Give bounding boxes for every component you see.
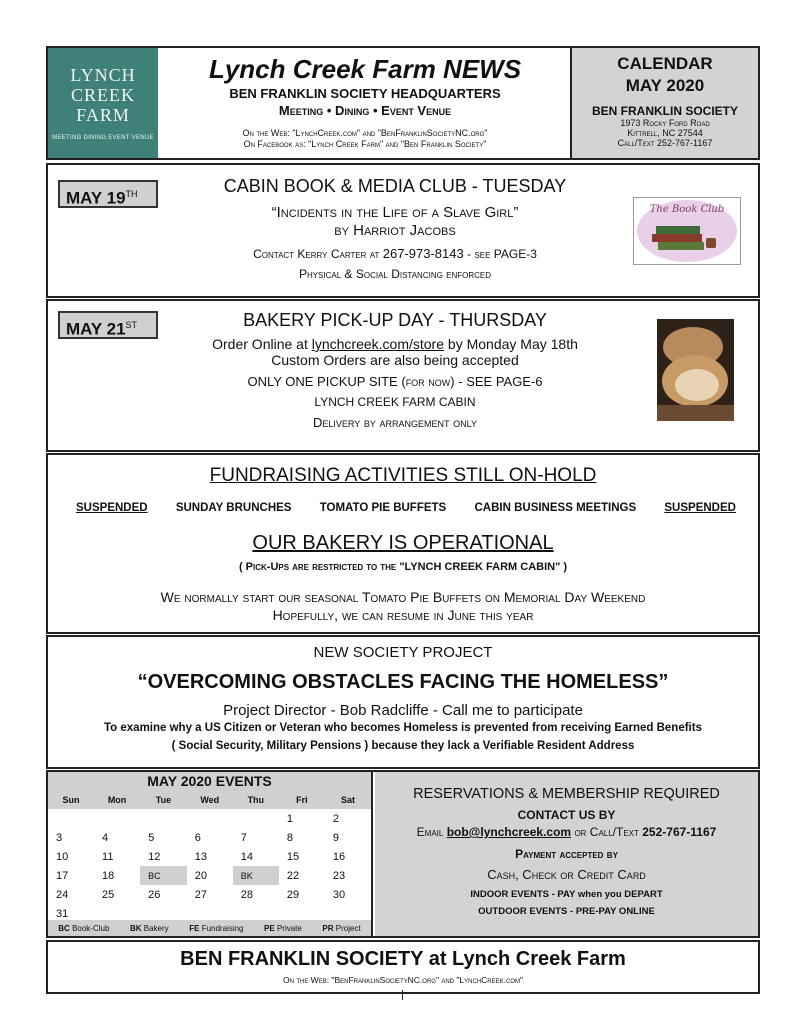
facebook-links-line[interactable]: On Facebook as: "Lynch Creek Farm" and "Ben Franklin Society" xyxy=(243,139,487,149)
calendar-legend xyxy=(48,920,371,936)
legend-code: BC xyxy=(58,923,70,933)
event-bakery-date xyxy=(58,311,158,339)
calendar-day-cell: 18 xyxy=(102,869,115,882)
calendar-day-cell: BK xyxy=(233,866,279,885)
project-description-2: ( Social Security, Military Pensions ) because they lack a Verifiable Resident Address xyxy=(171,740,635,752)
date-text: MAY 19 xyxy=(66,188,126,208)
weekday-fri: Fri xyxy=(296,795,308,805)
calendar-society: BEN FRANKLIN SOCIETY xyxy=(591,104,738,118)
weekday-thu: Thu xyxy=(247,795,265,805)
date-suffix: ST xyxy=(125,320,138,330)
legend-code: PE xyxy=(264,923,275,933)
calendar-day-cell: 13 xyxy=(194,850,207,863)
legend-text: Project xyxy=(335,923,361,933)
weekday-sun: Sun xyxy=(62,795,80,805)
event-book-club-body xyxy=(160,172,630,281)
calendar-day-cell: 17 xyxy=(56,869,69,882)
reservations-title: RESERVATIONS & MEMBERSHIP REQUIRED xyxy=(413,786,720,802)
bakery-note-a: ( Pick-Ups are restricted to the xyxy=(238,561,397,573)
phone-line: Call/Text 252-767-1167 xyxy=(617,138,713,148)
weekday-wed: Wed xyxy=(200,795,220,805)
store-link[interactable]: lynchcreek.com/store xyxy=(311,336,445,352)
email-link[interactable]: bob@lynchcreek.com xyxy=(446,825,572,839)
calendar-month: MAY 2020 xyxy=(625,76,705,95)
event-title: CABIN BOOK & MEDIA CLUB - TUESDAY xyxy=(223,176,567,196)
order-suffix: by Monday May 18th xyxy=(447,336,578,352)
calendar-day-cell: 11 xyxy=(102,850,114,863)
fundraising-title: FUNDRAISING ACTIVITIES STILL ON-HOLD xyxy=(209,465,597,486)
logo-line-2: CREEK xyxy=(70,85,135,105)
project-title: “OVERCOMING OBSTACLES FACING THE HOMELESS” xyxy=(137,671,669,693)
calendar-day-cell xyxy=(233,809,279,828)
legend-code: PR xyxy=(322,923,334,933)
date-suffix: TH xyxy=(125,189,138,199)
weekday-header-row xyxy=(48,791,371,809)
calendar-day-cell: 5 xyxy=(148,831,155,844)
contact-phone: 267-973-8143 xyxy=(382,246,464,261)
legend-code: FE xyxy=(189,923,200,933)
calendar-day-cell: 29 xyxy=(286,888,300,901)
calendar-day-cell: 7 xyxy=(240,831,247,844)
reservations-box xyxy=(375,772,758,936)
legend-item xyxy=(264,924,302,933)
calendar-day-cell: 26 xyxy=(148,888,161,901)
legend-item xyxy=(58,924,109,933)
newsletter-subtitle: BEN FRANKLIN SOCIETY HEADQUARTERS xyxy=(229,86,501,101)
calendar-day-cell: 25 xyxy=(102,888,115,901)
indoor-events-note: INDOOR EVENTS - PAY when you DEPART xyxy=(470,889,663,900)
calendar-day-cell: 16 xyxy=(332,850,346,863)
calendar-day-cell: 1 xyxy=(286,812,293,825)
calendar-day-cell xyxy=(48,809,94,828)
custom-orders-line: Custom Orders are also being accepted xyxy=(271,352,519,368)
footer-web-links[interactable]: On the Web: "BenFranklinSocietyNC.org" and "LynchCreek.com" xyxy=(283,975,523,985)
legend-text: Book-Club xyxy=(72,923,110,933)
legend-item xyxy=(322,924,360,933)
tomato-pie-season-line: We normally start our seasonal Tomato Pie Buffets on Memorial Day Weekend xyxy=(160,589,646,605)
delivery-line: Delivery by arrangement only xyxy=(313,415,477,430)
payment-methods: Cash, Check or Credit Card xyxy=(487,867,646,882)
footer-title: BEN FRANKLIN SOCIETY at Lynch Creek Farm xyxy=(180,948,626,970)
calendar-day-cell: 31 xyxy=(56,907,69,920)
calendar-day-cell: 15 xyxy=(286,850,300,863)
calendar-day-cell: 10 xyxy=(56,850,69,863)
event-title: BAKERY PICK-UP DAY - THURSDAY xyxy=(243,310,547,330)
book-author: by Harriot Jacobs xyxy=(334,222,456,239)
suspended-left-label: SUSPENDED xyxy=(76,502,148,514)
contact-line xyxy=(160,246,630,261)
footer-divider-tick xyxy=(402,990,403,1000)
cabin-business-meetings-label: CABIN BUSINESS MEETINGS xyxy=(474,502,637,514)
calendar-day-cell: 3 xyxy=(56,831,63,844)
newsletter-tagline: Meeting • Dining • Event Venue xyxy=(278,103,452,118)
calendar-day-cell: 28 xyxy=(240,888,254,901)
calendar-day-cell: 4 xyxy=(102,831,109,844)
email-prefix: Email xyxy=(416,825,444,839)
payment-label: Payment accepted by xyxy=(515,847,618,861)
tomato-pie-buffets-label: TOMATO PIE BUFFETS xyxy=(319,502,447,514)
calendar-header-box xyxy=(570,48,758,158)
address-line-1: 1973 Rocky Ford Road xyxy=(620,118,710,128)
legend-text: Private xyxy=(276,923,302,933)
pickup-site-b: (for now) xyxy=(401,374,455,389)
web-links-line[interactable]: On the Web: "LynchCreek.com" and "BenFranklinSocietyNC.org" xyxy=(242,128,488,138)
logo-line-1: LYNCH xyxy=(70,65,136,85)
calendar-day-cell: 20 xyxy=(194,869,207,882)
bread-loaf-icon xyxy=(657,319,734,421)
resume-june-line: Hopefully, we can resume in June this year xyxy=(272,607,534,623)
calendar-week-row xyxy=(48,885,371,904)
calendar-day-cell: 6 xyxy=(194,831,201,844)
pickup-site-a: ONLY ONE PICKUP SITE xyxy=(247,374,398,389)
project-description-1: To examine why a US Citizen or Veteran who becomes Homeless is prevented from receiving Earned Benefits xyxy=(104,722,702,734)
calendar-day-cell xyxy=(187,809,233,828)
bakery-pickup-note xyxy=(48,561,758,573)
calendar-day-cell: 12 xyxy=(148,850,161,863)
cabin-line: LYNCH CREEK FARM CABIN xyxy=(314,395,476,409)
calendar-week-row xyxy=(48,828,371,847)
event-book-club-date xyxy=(58,180,158,208)
calendar-day-cell xyxy=(140,809,187,828)
calendar-day-cell: 8 xyxy=(286,831,293,844)
logo-tagline: MEETING DINING EVENT VENUE xyxy=(52,135,154,141)
book-title: “Incidents in the Life of a Slave Girl” xyxy=(271,204,519,221)
calendar-day-cell: 30 xyxy=(332,888,346,901)
pickup-site-c: - SEE PAGE-6 xyxy=(458,374,543,389)
calendar-week-row xyxy=(48,866,371,885)
bakery-note-b: "LYNCH CREEK FARM CABIN" ) xyxy=(399,561,568,573)
bread-image xyxy=(657,319,734,421)
project-label: NEW SOCIETY PROJECT xyxy=(313,644,493,661)
weekday-sat: Sat xyxy=(340,795,355,805)
calendar-day-cell: BC xyxy=(140,866,187,885)
calendar-week-row xyxy=(48,847,371,866)
distancing-note: Physical & Social Distancing enforced xyxy=(298,267,492,281)
legend-item xyxy=(130,924,169,933)
weekday-tue: Tue xyxy=(155,795,172,805)
suspended-right-label: SUSPENDED xyxy=(664,502,736,514)
book-club-image-text: The Book Club xyxy=(649,204,725,215)
calendar-day-cell: 24 xyxy=(56,888,69,901)
project-director: Project Director - Bob Radcliffe - Call me to participate xyxy=(223,702,583,719)
events-calendar xyxy=(48,772,373,936)
legend-text: Bakery xyxy=(143,923,169,933)
email-phone-line xyxy=(375,825,758,839)
newsletter-title: Lynch Creek Farm NEWS xyxy=(208,54,522,84)
contact-prefix: Contact Kerry Carter at xyxy=(253,247,380,261)
fundraising-items-row xyxy=(76,502,736,514)
legend-text: Fundraising xyxy=(201,923,244,933)
calendar-day-cell xyxy=(94,809,140,828)
calendar-body xyxy=(48,809,371,923)
newsletter-title-block xyxy=(160,48,570,158)
outdoor-events-note: OUTDOOR EVENTS - PRE-PAY ONLINE xyxy=(478,906,655,917)
contact-suffix: - see PAGE-3 xyxy=(467,247,537,261)
events-calendar-title: MAY 2020 EVENTS xyxy=(48,772,371,791)
calendar-day-cell: 2 xyxy=(332,812,340,825)
sunday-brunches-label: SUNDAY BRUNCHES xyxy=(175,502,292,514)
legend-code: BK xyxy=(129,923,142,933)
calendar-label: CALENDAR xyxy=(617,54,713,73)
calendar-day-cell: 27 xyxy=(194,888,207,901)
calendar-day-cell: 23 xyxy=(332,869,346,882)
contact-us-label: CONTACT US BY xyxy=(517,808,616,822)
calendar-week-row xyxy=(48,809,371,828)
legend-item xyxy=(189,924,243,933)
email-mid: or Call/Text xyxy=(574,825,639,839)
lynch-creek-farm-logo xyxy=(48,48,158,158)
bakery-operational-title: OUR BAKERY IS OPERATIONAL xyxy=(252,532,554,554)
date-text: MAY 21 xyxy=(66,319,126,339)
address-line-2: Kittrell, NC 27544 xyxy=(627,128,703,138)
calendar-day-cell: 9 xyxy=(332,831,340,844)
logo-line-3: FARM xyxy=(76,105,130,125)
events-calendar-grid xyxy=(48,791,371,923)
calendar-day-cell: 22 xyxy=(286,869,300,882)
calendar-day-cell: 14 xyxy=(240,850,254,863)
book-club-image xyxy=(633,197,741,265)
phone-number: 252-767-1167 xyxy=(642,825,717,839)
order-prefix: Order Online at xyxy=(212,336,308,352)
event-bakery-body xyxy=(160,306,630,430)
weekday-mon: Mon xyxy=(107,795,127,805)
pickup-site-line xyxy=(160,374,630,389)
order-online-line xyxy=(160,336,630,352)
